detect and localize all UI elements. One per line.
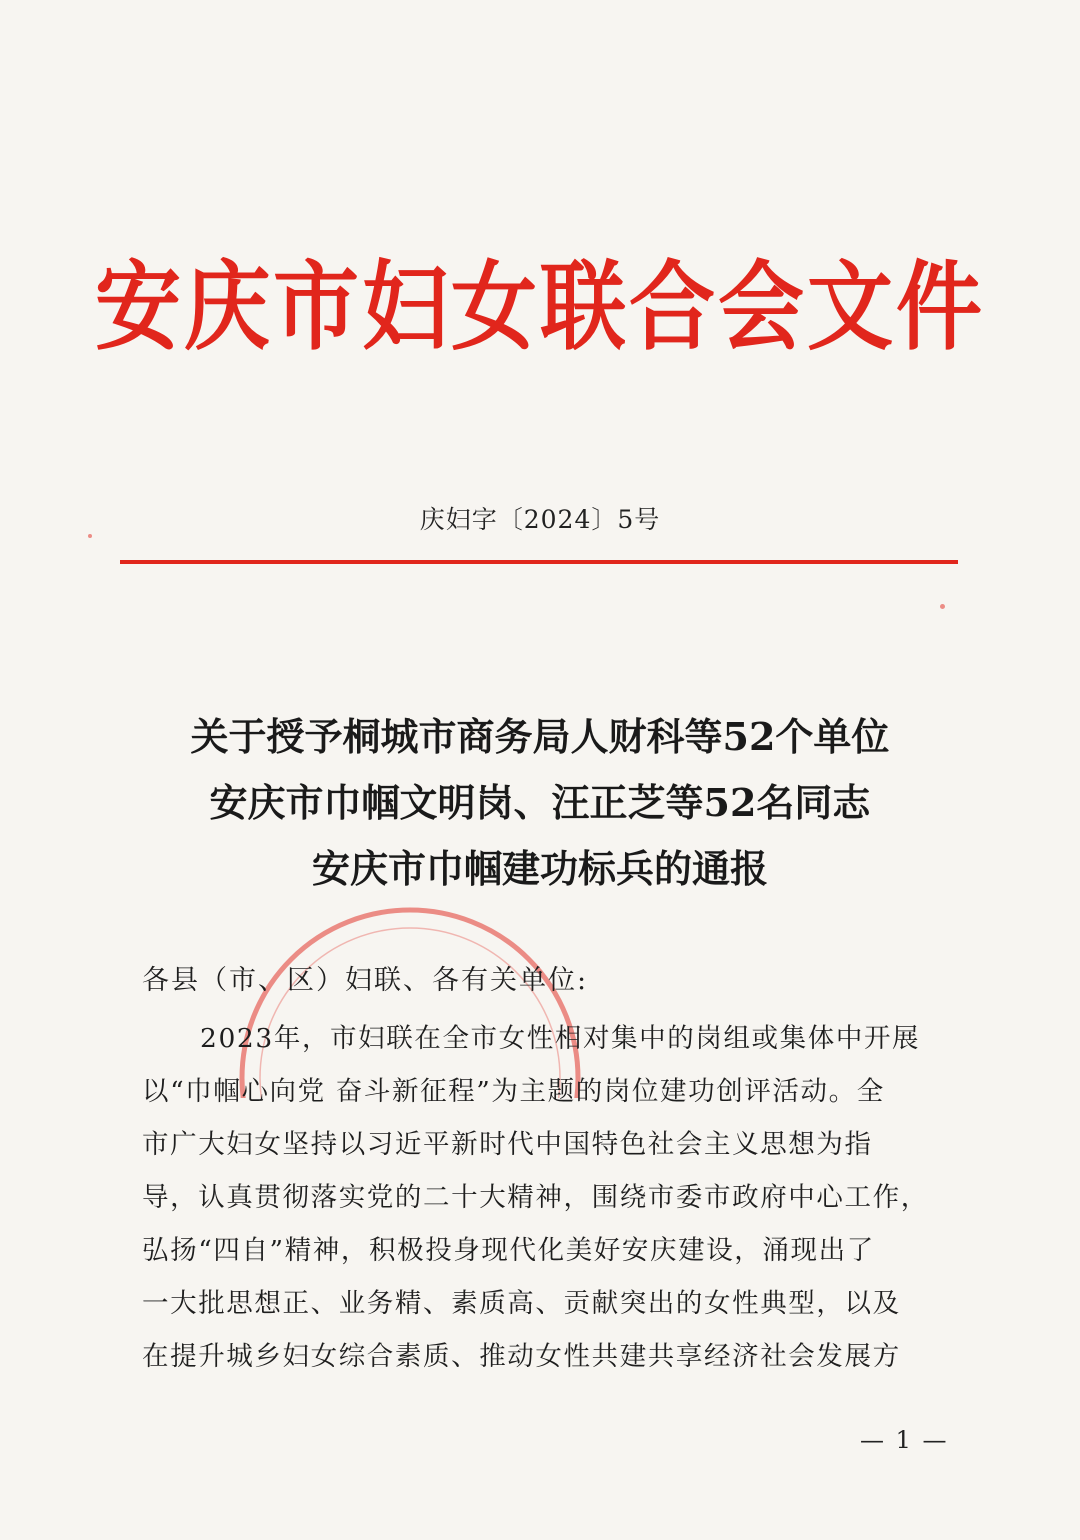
title-line: 安庆市巾帼文明岗、汪正芝等52名同志 xyxy=(209,780,871,825)
body-line: 在提升城乡妇女综合素质、推动女性共建共享经济社会发展方 xyxy=(142,1341,901,1372)
title-line: 关于授予桐城市商务局人财科等52个单位 xyxy=(190,714,890,759)
body-line: 以“巾帼心向党 奋斗新征程”为主题的岗位建功创评活动。全 xyxy=(142,1076,885,1107)
red-divider-line xyxy=(120,560,958,564)
salutation: 各县（市、区）妇联、各有关单位: xyxy=(142,965,589,996)
body-line: 导，认真贯彻落实党的二十大精神，围绕市委市政府中心工作， xyxy=(142,1182,929,1213)
document-number: 庆妇字〔2024〕5号 xyxy=(419,505,661,534)
body-line: 2023年，市妇联在全市女性相对集中的岗组或集体中开展 xyxy=(200,1023,921,1054)
red-ink-speck xyxy=(88,534,92,538)
body-line: 弘扬“四自”精神，积极投身现代化美好安庆建设，涌现出了 xyxy=(142,1235,875,1266)
document-title xyxy=(0,704,1080,902)
red-ink-speck xyxy=(940,604,945,609)
body-paragraph xyxy=(142,1012,942,1383)
title-line: 安庆市巾帼建功标兵的通报 xyxy=(311,846,768,891)
body-line: 一大批思想正、业务精、素质高、贡献突出的女性典型，以及 xyxy=(142,1288,901,1319)
document-masthead: 安庆市妇女联合会文件 xyxy=(95,252,985,364)
body-line: 市广大妇女坚持以习近平新时代中国特色社会主义思想为指 xyxy=(142,1129,873,1160)
page-number: — 1 — xyxy=(860,1426,949,1454)
